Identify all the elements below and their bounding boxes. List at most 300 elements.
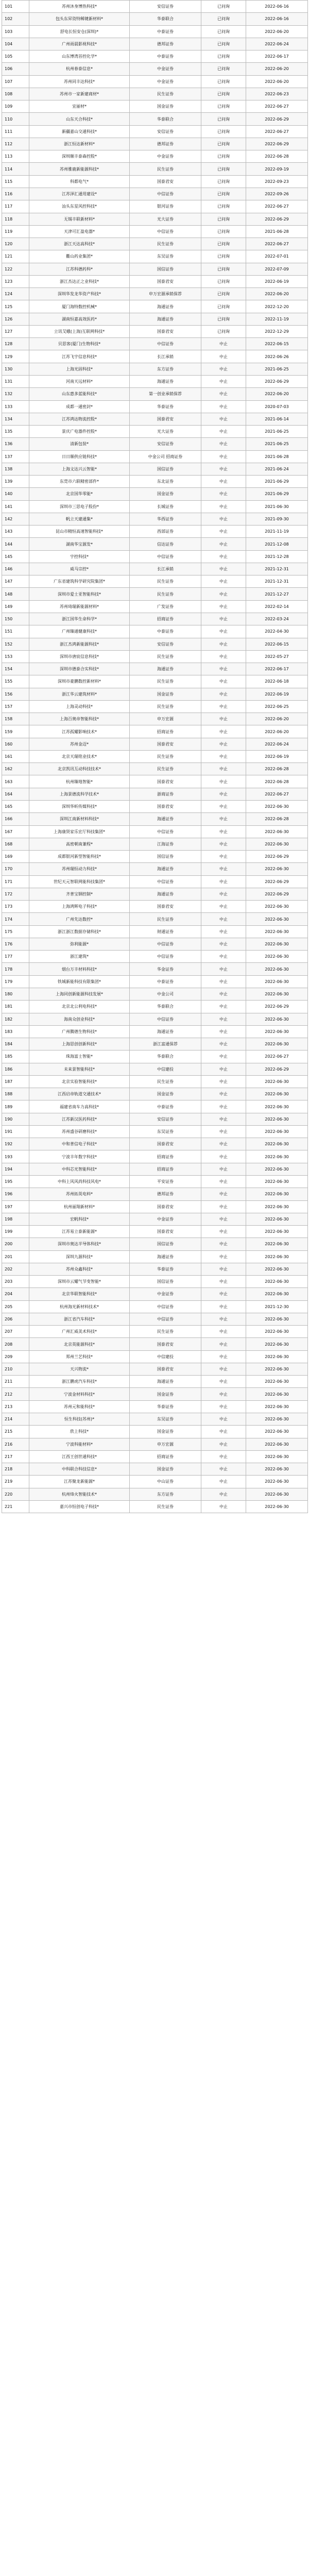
company-name: 珠海富士智能*: [29, 1050, 130, 1062]
status: 中止: [201, 1113, 246, 1125]
sponsor: 银河证券: [130, 200, 201, 212]
company-name: 江苏科德药科*: [29, 263, 130, 275]
company-name: 江苏聚龙新能源*: [29, 1476, 130, 1487]
company-name: 山东博湾首控化学*: [29, 50, 130, 62]
status: 中止: [201, 1088, 246, 1100]
company-name: 深圳江南新材料科技*: [29, 813, 130, 825]
row-number: 211: [2, 1376, 29, 1387]
sponsor: 民生证券: [130, 763, 201, 775]
company-name: 齐普宝钢控制*: [29, 888, 130, 900]
status: 中止: [201, 551, 246, 563]
sponsor: 海通证券: [130, 300, 201, 312]
row-number: 154: [2, 663, 29, 675]
date: 2021-06-29: [246, 476, 308, 487]
row-number: 126: [2, 313, 29, 325]
status: 已问询: [201, 26, 246, 38]
date: 2022-06-29: [246, 213, 308, 225]
status: 中止: [201, 1338, 246, 1350]
company-name: 立讯艾蛾(上海)互联网科技*: [29, 326, 130, 337]
row-number: 191: [2, 1126, 29, 1138]
sponsor: 海通证券: [130, 1376, 201, 1387]
date: 2022-06-30: [246, 1113, 308, 1125]
sponsor: 招商证券: [130, 725, 201, 737]
company-name: 浙江杰达正之业科技*: [29, 276, 130, 287]
status: 中止: [201, 826, 246, 838]
table-row: [2, 826, 308, 838]
date: 2022-07-09: [246, 263, 308, 275]
sponsor: 民生证券: [130, 238, 201, 250]
status: 中止: [201, 413, 246, 425]
status: 中止: [201, 388, 246, 400]
sponsor-text: 中金公司 招商证券: [148, 454, 183, 459]
table-row: [2, 376, 308, 388]
status: 中止: [201, 888, 246, 900]
status: 中止: [201, 663, 246, 675]
row-number: 101: [2, 1, 29, 12]
sponsor: 海通证券: [130, 376, 201, 387]
table-row: [2, 601, 308, 613]
status: 已问询: [201, 226, 246, 238]
company-name: 广州雨晨影视科技*: [29, 38, 130, 50]
status: 中止: [201, 476, 246, 487]
row-number: 169: [2, 851, 29, 862]
status: 中止: [201, 988, 246, 1000]
table-row: [2, 63, 308, 75]
sponsor: 华泰证券: [130, 1401, 201, 1413]
row-number: 146: [2, 563, 29, 575]
status: 已问询: [201, 276, 246, 287]
status: 中止: [201, 350, 246, 362]
company-name: 江苏泽汇通用建设*: [29, 188, 130, 200]
row-number: 221: [2, 1501, 29, 1513]
sponsor: 民生证券: [130, 588, 201, 600]
date: 2022-06-20: [246, 76, 308, 88]
date: 2022-06-25: [246, 701, 308, 713]
status: 中止: [201, 1276, 246, 1287]
table-row: [2, 1013, 308, 1026]
table-row: [2, 963, 308, 975]
sponsor: 民生证券: [130, 751, 201, 762]
sponsor: 中泰证券: [130, 26, 201, 38]
status: 中止: [201, 563, 246, 575]
status: 中止: [201, 426, 246, 437]
row-number: 134: [2, 413, 29, 425]
date: 2022-06-16: [246, 1, 308, 12]
table-row: [2, 863, 308, 875]
date: 2022-06-28: [246, 775, 308, 787]
company-name: 上海康贤家乐宏厅科技集团*: [29, 826, 130, 838]
table-row: [2, 638, 308, 651]
table-row: [2, 813, 308, 825]
date: 2022-06-30: [246, 1476, 308, 1487]
row-number: 203: [2, 1276, 29, 1287]
company-name: 北京华联智能科技*: [29, 1288, 130, 1300]
row-number: 130: [2, 363, 29, 375]
date: 2022-06-30: [246, 951, 308, 962]
table-row: [2, 1426, 308, 1438]
status: 中止: [201, 1026, 246, 1038]
row-number: 148: [2, 588, 29, 600]
date: 2022-06-30: [246, 1201, 308, 1213]
row-number: 133: [2, 401, 29, 413]
row-number: 158: [2, 713, 29, 725]
table-row: [2, 50, 308, 63]
sponsor: 民生证券: [130, 1501, 201, 1513]
date: 2022-06-30: [246, 1100, 308, 1112]
sponsor: 中金证券: [130, 1213, 201, 1225]
status: 中止: [201, 963, 246, 975]
company-name: 山东天合科技*: [29, 113, 130, 125]
status: 已问询: [201, 313, 246, 325]
company-name: 上海同创新能源科技发展*: [29, 988, 130, 1000]
company-name: 浙江恒达新材料*: [29, 138, 130, 150]
status: 已问询: [201, 200, 246, 212]
sponsor: 中信证券: [130, 1313, 201, 1325]
date: 2022-06-15: [246, 338, 308, 350]
table-row: [2, 851, 308, 863]
company-name: 清新包装*: [29, 438, 130, 450]
table-row: [2, 1100, 308, 1113]
row-number: 171: [2, 876, 29, 888]
date: 2022-06-28: [246, 150, 308, 162]
sponsor: 民生证券: [130, 651, 201, 663]
sponsor: 光大证券: [130, 213, 201, 225]
company-name: 深圳华昕传媒科技*: [29, 801, 130, 812]
company-name: 苏州雅鹿新能源科技*: [29, 163, 130, 175]
sponsor: 中泰证券: [130, 625, 201, 637]
row-number: 147: [2, 575, 29, 587]
status: 中止: [201, 526, 246, 537]
status: 中止: [201, 1013, 246, 1025]
date: 2021-12-08: [246, 538, 308, 550]
row-number: 204: [2, 1288, 29, 1300]
table-row: [2, 1038, 308, 1050]
sponsor: 中信建投: [130, 1063, 201, 1075]
status: 中止: [201, 601, 246, 613]
row-number: 136: [2, 438, 29, 450]
table-row: [2, 1, 308, 13]
sponsor: 招商证券: [130, 1451, 201, 1463]
company-name: 深圳市云耀气节变智能*: [29, 1276, 130, 1287]
company-name: 天兴物流*: [29, 1363, 130, 1375]
sponsor: 国泰君安: [130, 1226, 201, 1238]
sponsor: 国泰君安: [130, 276, 201, 287]
status: 已问询: [201, 163, 246, 175]
company-name: 杭州春泰信息*: [29, 63, 130, 75]
sponsor: 长江承销: [130, 563, 201, 575]
row-number: 198: [2, 1213, 29, 1225]
company-name: 东莞市六联精密部件*: [29, 476, 130, 487]
row-number: 176: [2, 938, 29, 950]
row-number: 184: [2, 1038, 29, 1050]
row-number: 175: [2, 926, 29, 938]
row-number: 113: [2, 150, 29, 162]
row-number: 106: [2, 63, 29, 75]
table-row: [2, 438, 308, 450]
status: 中止: [201, 1126, 246, 1138]
date: 2022-06-27: [246, 788, 308, 800]
table-row: [2, 876, 308, 888]
status: 中止: [201, 613, 246, 625]
date: 2022-06-30: [246, 801, 308, 812]
company-name: 中和普信电子科技*: [29, 1138, 130, 1150]
date: 2022-06-30: [246, 1150, 308, 1162]
company-name: 郑州兰艺科技*: [29, 1351, 130, 1363]
date: 2021-12-31: [246, 563, 308, 575]
date: 2022-06-19: [246, 751, 308, 762]
sponsor: 中信证券: [130, 876, 201, 888]
table-row: [2, 701, 308, 713]
company-name: 广州腾德生物科技*: [29, 1026, 130, 1038]
sponsor: 中信证券: [130, 1013, 201, 1025]
row-number: 129: [2, 350, 29, 362]
sponsor: 中金证券: [130, 150, 201, 162]
table-row: [2, 488, 308, 500]
status: 中止: [201, 1001, 246, 1012]
table-row: [2, 1376, 308, 1388]
status: 中止: [201, 1238, 246, 1250]
status: 中止: [201, 1150, 246, 1162]
date: 2022-06-30: [246, 926, 308, 938]
table-row: [2, 313, 308, 326]
date: 2021-12-28: [246, 551, 308, 563]
company-name: 宇控科技*: [29, 551, 130, 563]
date: 2022-06-30: [246, 901, 308, 912]
status: 已问询: [201, 88, 246, 100]
sponsor: 光大证券: [130, 426, 201, 437]
row-number: 108: [2, 88, 29, 100]
table-row: [2, 113, 308, 125]
sponsor: 国泰君安: [130, 413, 201, 425]
date: 2022-06-20: [246, 713, 308, 725]
row-number: 216: [2, 1438, 29, 1450]
sponsor: 安信证券: [130, 638, 201, 650]
table-row: [2, 326, 308, 338]
date: 2022-06-30: [246, 976, 308, 988]
date: 2022-06-30: [246, 1188, 308, 1200]
status: 中止: [201, 863, 246, 875]
sponsor: 招商证券: [130, 613, 201, 625]
table-row: [2, 1213, 308, 1226]
date: 2021-06-25: [246, 426, 308, 437]
table-row: [2, 888, 308, 901]
sponsor: 华金证券: [130, 963, 201, 975]
date: 2022-06-29: [246, 876, 308, 888]
date: 2021-12-31: [246, 575, 308, 587]
company-name: 深圳市德泰合实科技*: [29, 663, 130, 675]
company-name: 深圳市三思电子股份*: [29, 501, 130, 513]
row-number: 102: [2, 13, 29, 25]
sponsor: 中信证券: [130, 826, 201, 838]
sponsor: 民生证券: [130, 1326, 201, 1337]
status: 中止: [201, 1488, 246, 1500]
date: 2022-06-30: [246, 863, 308, 875]
date: 2022-06-27: [246, 238, 308, 250]
row-number: 197: [2, 1201, 29, 1213]
sponsor: 国信证券: [130, 851, 201, 862]
sponsor: 民生证券: [130, 675, 201, 687]
sponsor: 国泰君安: [130, 1201, 201, 1213]
table-row: [2, 1488, 308, 1501]
company-name: 嘉兴市恒创电子科技*: [29, 1501, 130, 1513]
row-number: 138: [2, 463, 29, 475]
sponsor: 东方证券: [130, 363, 201, 375]
table-row: [2, 725, 308, 738]
table-row: [2, 338, 308, 350]
table-row: [2, 263, 308, 276]
sponsor: 国信证券: [130, 263, 201, 275]
sponsor: 国金证券: [130, 1388, 201, 1400]
date: 2022-06-30: [246, 1226, 308, 1238]
date: 2022-06-17: [246, 50, 308, 62]
company-name: 苏州瑞恒动力科技*: [29, 863, 130, 875]
status: 已问询: [201, 126, 246, 138]
sponsor: 海通证券: [130, 1251, 201, 1263]
date: 2022-11-19: [246, 313, 308, 325]
status: 中止: [201, 1288, 246, 1300]
row-number: 202: [2, 1263, 29, 1275]
table-row: [2, 1501, 308, 1513]
status: 中止: [201, 1038, 246, 1050]
company-name: 烟台万丰材料科技*: [29, 963, 130, 975]
table-row: [2, 150, 308, 163]
status: 已问询: [201, 63, 246, 75]
row-number: 141: [2, 501, 29, 513]
table-row: [2, 563, 308, 575]
sponsor: 民生证券: [130, 575, 201, 587]
date: 2021-06-25: [246, 363, 308, 375]
date: 2022-06-30: [246, 1238, 308, 1250]
row-number: 200: [2, 1238, 29, 1250]
date: 2022-06-27: [246, 200, 308, 212]
sponsor: 民生证券: [130, 1076, 201, 1088]
company-name: 北京天瑞铭业技术*: [29, 751, 130, 762]
sponsor: 中泰证券: [130, 976, 201, 988]
sponsor: 民生证券: [130, 701, 201, 713]
date: 2022-06-30: [246, 1488, 308, 1500]
date: 2022-06-30: [246, 1251, 308, 1263]
status: 中止: [201, 638, 246, 650]
status: 中止: [201, 575, 246, 587]
date: 2022-06-30: [246, 1413, 308, 1425]
company-name: 弥利能源*: [29, 938, 130, 950]
date: 2022-06-24: [246, 38, 308, 50]
company-name: 上海鸿辉电子科技*: [29, 901, 130, 912]
date: 2022-06-20: [246, 725, 308, 737]
company-name: 中科芯光智能科技*: [29, 1163, 130, 1175]
table-row: [2, 775, 308, 788]
sponsor: 东方证券: [130, 1488, 201, 1500]
status: 中止: [201, 775, 246, 787]
row-number: 135: [2, 426, 29, 437]
sponsor: 东吴证券: [130, 250, 201, 262]
row-number: 188: [2, 1088, 29, 1100]
company-name: 浙江国华生命科学*: [29, 613, 130, 625]
table-row: [2, 688, 308, 701]
date: 2022-06-30: [246, 1451, 308, 1463]
company-name: 汕头东星风控科技*: [29, 200, 130, 212]
table-row: [2, 951, 308, 963]
status: 已问询: [201, 263, 246, 275]
row-number: 214: [2, 1413, 29, 1425]
sponsor: 财通证券: [130, 926, 201, 938]
status: 中止: [201, 1363, 246, 1375]
row-number: 164: [2, 788, 29, 800]
status: 已问询: [201, 150, 246, 162]
company-name: 浙江天达高科技*: [29, 238, 130, 250]
company-name: 苏州拓英电料*: [29, 1188, 130, 1200]
date: 2022-06-29: [246, 138, 308, 150]
company-name: 苏州众鑫科技*: [29, 1263, 130, 1275]
company-name: 湖南华宝源发*: [29, 538, 130, 550]
row-number: 145: [2, 551, 29, 563]
date: 2022-06-30: [246, 1026, 308, 1038]
sponsor: 招商证券: [130, 1150, 201, 1162]
table-row: [2, 575, 308, 588]
company-name: 上海文达兴云智能*: [29, 463, 130, 475]
status: 已问询: [201, 100, 246, 112]
sponsor: 国泰君安: [130, 176, 201, 188]
date: 2022-06-30: [246, 1463, 308, 1475]
row-number: 121: [2, 250, 29, 262]
date: 2021-06-24: [246, 463, 308, 475]
sponsor: 国泰君安: [130, 738, 201, 750]
sponsor: 中山证券: [130, 1476, 201, 1487]
row-number: 151: [2, 625, 29, 637]
table-row: [2, 1338, 308, 1350]
company-name: 苏州元和能科技*: [29, 1401, 130, 1413]
status: 已问询: [201, 250, 246, 262]
company-name: 帆立天建通集*: [29, 513, 130, 525]
status: 中止: [201, 1326, 246, 1337]
row-number: 128: [2, 338, 29, 350]
sponsor: 长江承销: [130, 350, 201, 362]
status: 已问询: [201, 326, 246, 337]
company-name: 深圳九源科技*: [29, 1251, 130, 1263]
row-number: 160: [2, 738, 29, 750]
status: 中止: [201, 876, 246, 888]
date: 2022-06-30: [246, 1351, 308, 1363]
company-name: 上海灵动科技*: [29, 701, 130, 713]
row-number: 144: [2, 538, 29, 550]
sponsor: 民生证券: [130, 913, 201, 925]
date: 2022-06-30: [246, 1276, 308, 1287]
sponsor: 中金公司: [130, 988, 201, 1000]
company-name: 浙江华云建筑材料*: [29, 688, 130, 700]
status: 中止: [201, 1213, 246, 1225]
table-row: [2, 625, 308, 638]
date: 2022-06-30: [246, 988, 308, 1000]
row-number: 104: [2, 38, 29, 50]
sponsor: 国金证券: [130, 100, 201, 112]
table-row: [2, 426, 308, 438]
sponsor: 德邦证券: [130, 38, 201, 50]
row-number: 109: [2, 100, 29, 112]
date: 2022-06-29: [246, 851, 308, 862]
status: 中止: [201, 1076, 246, 1088]
row-number: 210: [2, 1363, 29, 1375]
sponsor: 安信证券: [130, 1113, 201, 1125]
company-name: 广州臻通健康科技*: [29, 625, 130, 637]
row-number: 149: [2, 601, 29, 613]
row-number: 206: [2, 1313, 29, 1325]
status: 中止: [201, 1313, 246, 1325]
table-row: [2, 238, 308, 250]
sponsor: 中信证券: [130, 188, 201, 200]
row-number: 178: [2, 963, 29, 975]
date: 2022-06-30: [246, 1388, 308, 1400]
sponsor: 安信证券: [130, 438, 201, 450]
